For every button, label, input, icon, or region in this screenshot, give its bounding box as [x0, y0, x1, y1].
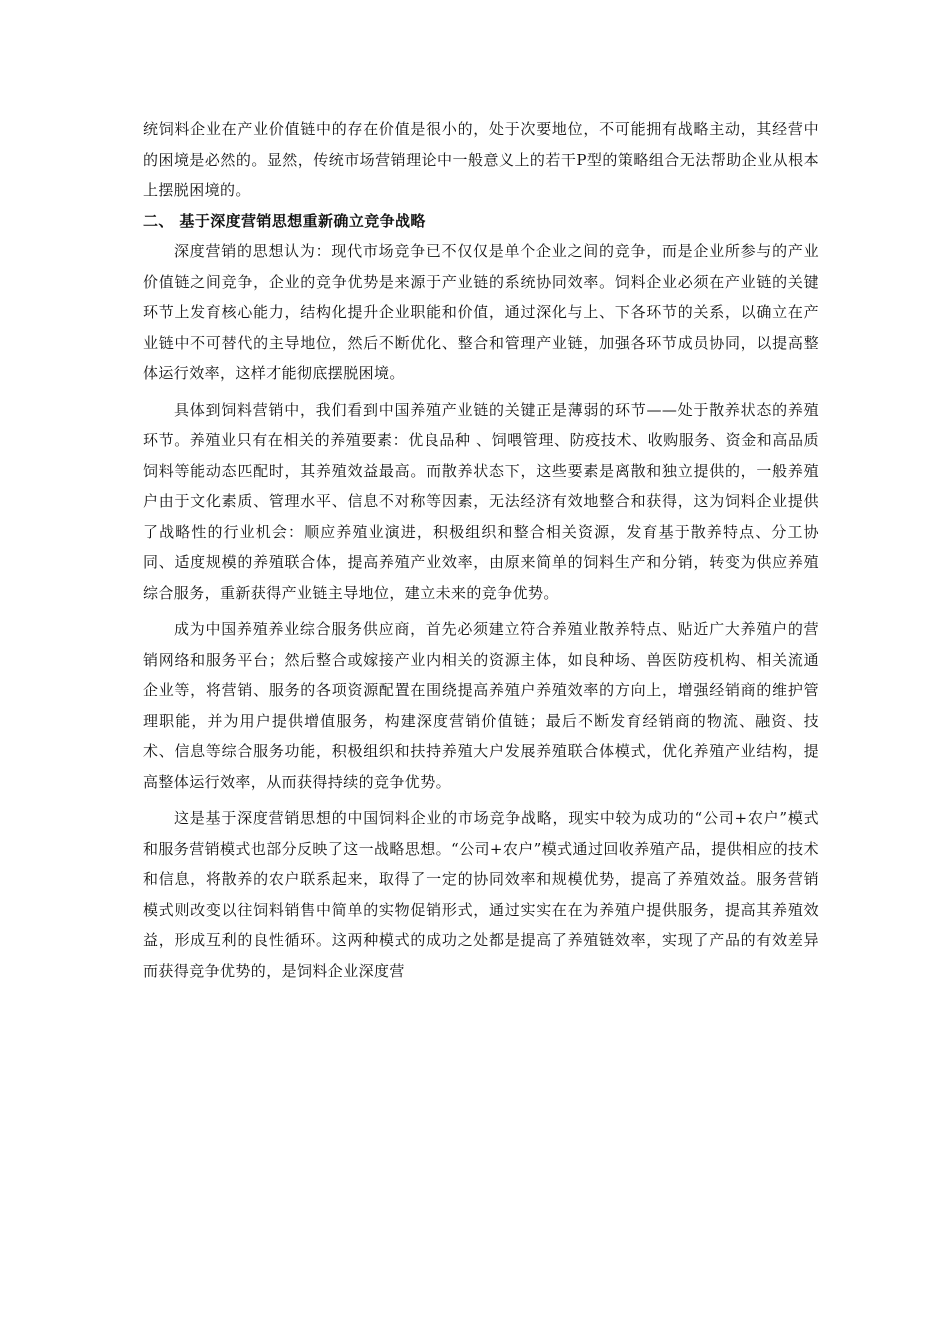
section-heading: 二、 基于深度营销思想重新确立竞争战略: [143, 211, 426, 230]
document-body: [143, 114, 819, 986]
paragraph-4: 这是基于深度营销思想的中国饲料企业的市场竞争战略，现实中较为成功的“公司+农户”模式和服务营销模式也部分反映了这一战略思想。“公司+农户”模式通过回收养殖产品，提供相应的技术和信息，将散养的农户联系起来，取得了一定的协同效率和规模优势，提高了养殖效益。服务营销模式则改变以往饲料销售中简单的实物促销形式，通过实实在在为养殖户提供服务，提高其养殖效益，形成互利的良性循环。这两种模式的成功之处都是提高了养殖链效率，实现了产品的有效差异而获得竞争优势的，是饲料企业深度营: [143, 809, 819, 980]
paragraph-1: 深度营销的思想认为：现代市场竞争已不仅仅是单个企业之间的竞争，而是企业所参与的产业价值链之间竞争，企业的竞争优势是来源于产业链的系统协同效率。饲料企业必须在产业链的关键环节上发育核心能力，结构化提升企业职能和价值，通过深化与上、下各环节的关系，以确立在产业链中不可替代的主导地位，然后不断优化、整合和管理产业链，加强各环节成员协同，以提高整体运行效率，这样才能彻底摆脱困境。: [143, 242, 819, 382]
paragraph-2: 具体到饲料营销中，我们看到中国养殖产业链的关键正是薄弱的环节——处于散养状态的养殖环节。养殖业只有在相关的养殖要素：优良品种 、饲喂管理、防疫技术、收购服务、资金和高品质饲料等能动态匹配时，其养殖效益最高。而散养状态下，这些要素是离散和独立提供的，一般养殖户由于文化素质、管理水平、信息不对称等因素，无法经济有效地整合和获得，这为饲料企业提供了战略性的行业机会：顺应养殖业演进，积极组织和整合相关资源，发育基于散养特点、分工协同、适度规模的养殖联合体，提高养殖产业效率，由原来简单的饲料生产和分销，转变为供应养殖综合服务，重新获得产业链主导地位，建立未来的竞争优势。: [143, 400, 819, 602]
paragraph-3: 成为中国养殖养业综合服务供应商，首先必须建立符合养殖业散养特点、贴近广大养殖户的营销网络和服务平台；然后整合或嫁接产业内相关的资源主体，如良种场、兽医防疫机构、相关流通企业等，将营销、服务的各项资源配置在围绕提高养殖户养殖效率的方向上，增强经销商的维护管理职能，并为用户提供增值服务，构建深度营销价值链；最后不断发育经销商的物流、融资、技术、信息等综合服务功能，积极组织和扶持养殖大户发展养殖联合体模式，优化养殖产业结构，提高整体运行效率，从而获得持续的竞争优势。: [143, 620, 819, 791]
continued-paragraph: 统饲料企业在产业价值链中的存在价值是很小的，处于次要地位，不可能拥有战略主动，其经营中的困境是必然的。显然，传统市场营销理论中一般意义上的若干P型的策略组合无法帮助企业从根本上摆脱困境的。: [143, 120, 819, 199]
